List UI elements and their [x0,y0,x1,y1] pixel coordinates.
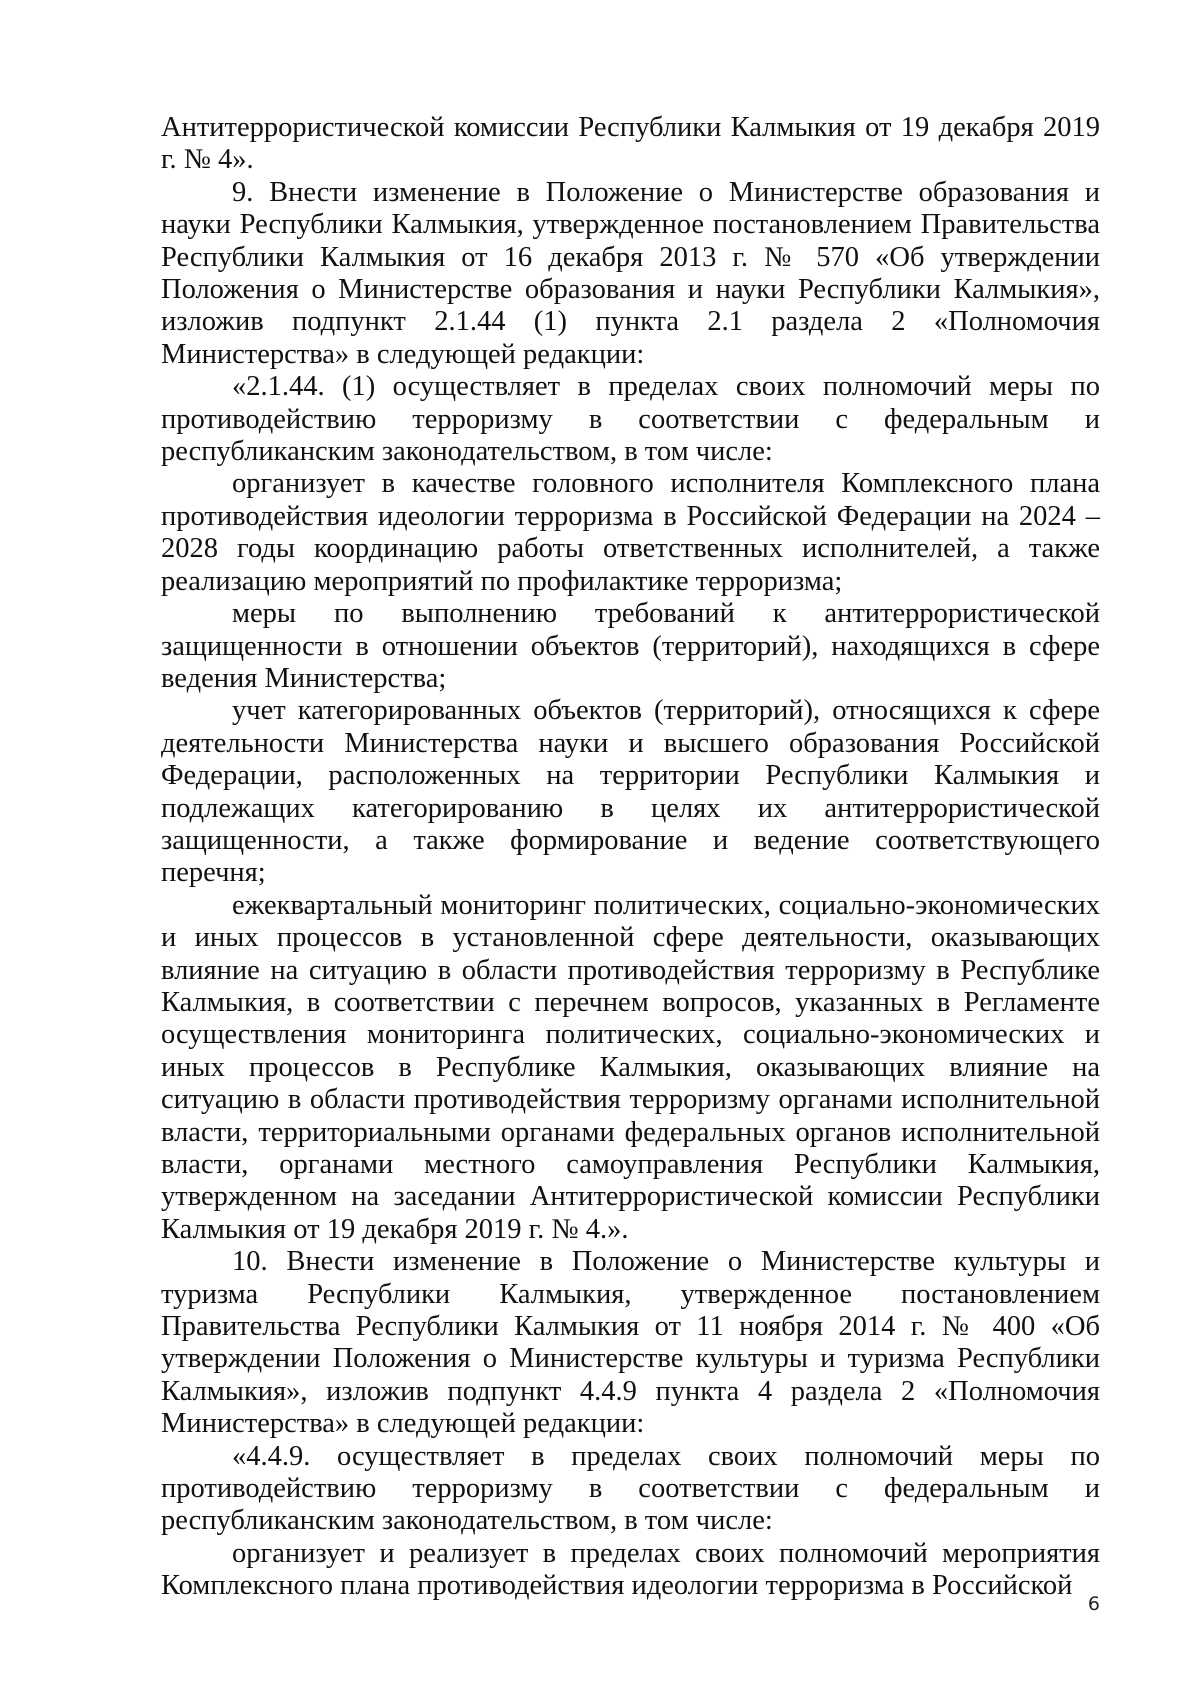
paragraph-protection-measures: меры по выполнению требований к антитеррористической защищенности в отношении объектов (территорий), находящихся в сфере ведения Министерства; [161,598,1100,694]
paragraph-quarterly-monitoring: ежеквартальный мониторинг политических, социально-экономических и иных процессов в установленной сфере деятельности, оказывающих влияние на ситуацию в области противодействия терроризму в Республике Калмыкия, в соответствии с перечнем вопросов, указанных в Регламенте осуществления мониторинга политических, социально-экономических и иных процессов в Республике Калмыкия, оказывающих влияние на ситуацию в области противодействия терроризму органами исполнительной власти, территориальными органами федеральных органов исполнительной власти, органами местного самоуправления Республики Калмыкия, утвержденном на заседании Антитеррористической комиссии Республики Калмыкия от 19 декабря 2019 г. № 4.». [161,889,1100,1245]
paragraph-subclause-4-4-9: «4.4.9. осуществляет в пределах своих полномочий меры по противодействию терроризму в соответствии с федеральным и республиканским законодательством, в том числе: [161,1440,1100,1537]
page-number: 6 [1087,1593,1100,1615]
paragraph-item-10: 10. Внести изменение в Положение о Министерстве культуры и туризма Республики Калмыкия, утвержденное постановлением Правительства Республики Калмыкия от 11 ноября 2014 г. № 400 «Об утверждении Положения о Министерстве культуры и туризма Республики Калмыкия», изложив подпункт 4.4.9 пункта 4 раздела 2 «Полномочия Министерства» в следующей редакции: [161,1246,1100,1440]
paragraph-subclause-2-1-44: «2.1.44. (1) осуществляет в пределах своих полномочий меры по противодействию терроризму в соответствии с федеральным и республиканским законодательством, в том числе: [161,371,1100,468]
document-body [161,112,1100,1603]
paragraph-categorized-objects: учет категорированных объектов (территорий), относящихся к сфере деятельности Министерства науки и высшего образования Российской Федерации, расположенных на территории Республики Калмыкия и подлежащих категорированию в целях их антитеррористической защищенности, а также формирование и ведение соответствующего перечня; [161,695,1100,889]
paragraph-item-9: 9. Внести изменение в Положение о Министерстве образования и науки Республики Калмыкия, утвержденное постановлением Правительства Республики Калмыкия от 16 декабря 2013 г. № 570 «Об утверждении Положения о Министерстве образования и науки Республики Калмыкия», изложив подпункт 2.1.44 (1) пункта 2.1 раздела 2 «Полномочия Министерства» в следующей редакции: [161,176,1100,370]
paragraph-complex-plan: организует в качестве головного исполнителя Комплексного плана противодействия идеологии терроризма в Российской Федерации на 2024 – 2028 годы координацию работы ответственных исполнителей, а также реализацию мероприятий по профилактике терроризма; [161,468,1100,597]
paragraph-commission-reference: Антитеррористической комиссии Республики Калмыкия от 19 декабря 2019 г. № 4». [161,112,1100,176]
paragraph-organizes-measures: организует и реализует в пределах своих полномочий мероприятия Комплексного плана противодействия идеологии терроризма в Российской [161,1537,1100,1602]
